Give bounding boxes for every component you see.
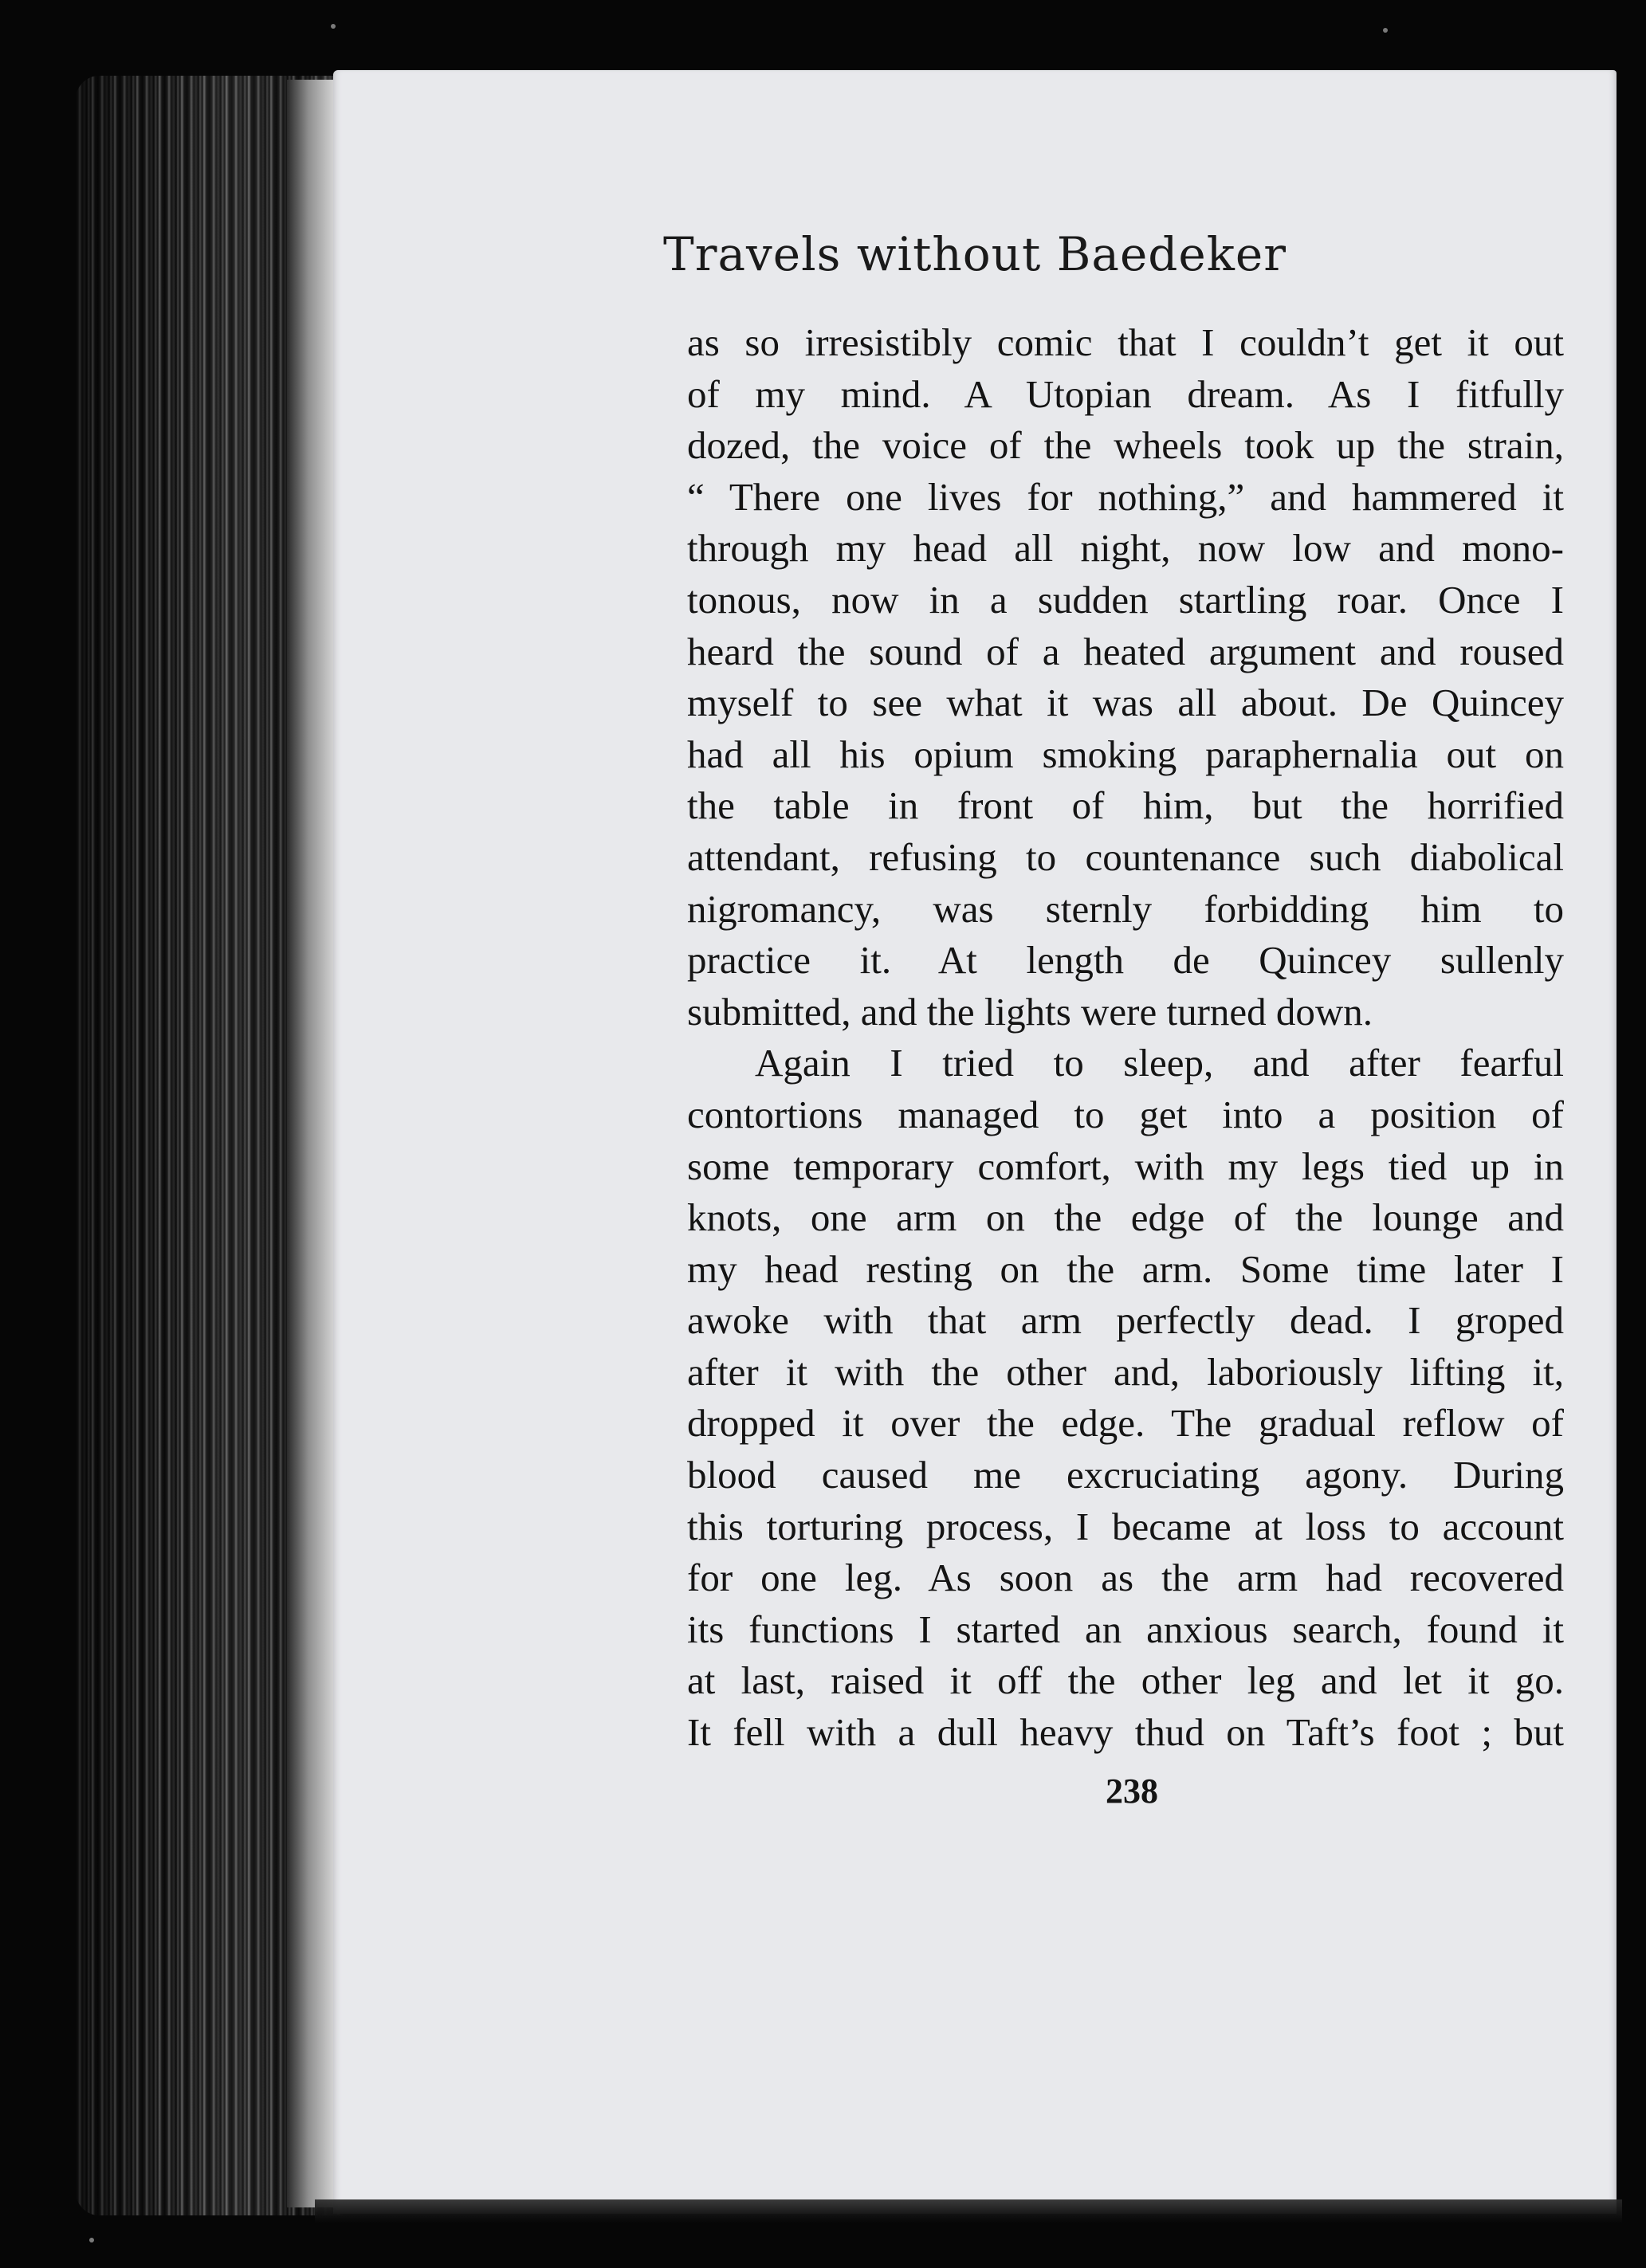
text-line: some temporary comfort, with my legs tied up in — [687, 1144, 1564, 1188]
text-line: the table in front of him, but the horrified — [687, 783, 1564, 828]
body-text — [687, 317, 1564, 1759]
text-line: after it with the other and, laboriously lifting it, — [687, 1349, 1564, 1394]
text-line: blood caused me excruciating agony. During — [687, 1453, 1564, 1497]
text-line: tonous, now in a sudden startling roar. Once I — [687, 577, 1564, 622]
dust-speck — [1383, 28, 1388, 33]
text-line: practice it. At length de Quincey sullenly — [687, 938, 1564, 983]
text-line: had all his opium smoking paraphernalia out on — [687, 732, 1564, 776]
text-line: It fell with a dull heavy thud on Taft’s foot ; but — [687, 1710, 1564, 1755]
dust-speck — [331, 24, 336, 29]
text-line: my head resting on the arm. Some time later I — [687, 1246, 1564, 1291]
text-line: attendant, refusing to countenance such diabolical — [687, 834, 1564, 879]
text-line: this torturing process, I became at loss to account — [687, 1504, 1564, 1548]
text-line: Again I tried to sleep, and after fearful — [755, 1041, 1564, 1085]
page-bottom-shadow — [315, 2199, 1622, 2223]
text-line: myself to see what it was all about. De Quincey — [687, 681, 1564, 725]
text-line: “ There one lives for nothing,” and hammered it — [687, 474, 1564, 519]
text-line: knots, one arm on the edge of the lounge and — [687, 1195, 1564, 1240]
text-line: nigromancy, was sternly forbidding him to — [687, 886, 1564, 931]
text-line: at last, raised it off the other leg and let it go. — [687, 1658, 1564, 1703]
text-line: dropped it over the edge. The gradual reflow of — [687, 1401, 1564, 1446]
text-line: its functions I started an anxious search, found it — [687, 1607, 1564, 1651]
text-line: through my head all night, now low and mono- — [687, 526, 1564, 571]
text-line: dozed, the voice of the wheels took up the strain, — [687, 423, 1564, 468]
text-line: awoke with that arm perfectly dead. I groped — [687, 1298, 1564, 1343]
text-line: for one leg. As soon as the arm had recovered — [687, 1556, 1564, 1600]
page-number: 238 — [1106, 1772, 1158, 1811]
dust-speck — [89, 2238, 94, 2242]
text-line: submitted, and the lights were turned down. — [687, 989, 1373, 1034]
text-line: contortions managed to get into a position of — [687, 1092, 1564, 1136]
running-head: Travels without Baedeker — [663, 227, 1287, 281]
text-line: as so irresistibly comic that I couldn’t get it out — [687, 320, 1564, 364]
text-line: heard the sound of a heated argument and roused — [687, 629, 1564, 673]
text-line: of my mind. A Utopian dream. As I fitfully — [687, 371, 1564, 416]
